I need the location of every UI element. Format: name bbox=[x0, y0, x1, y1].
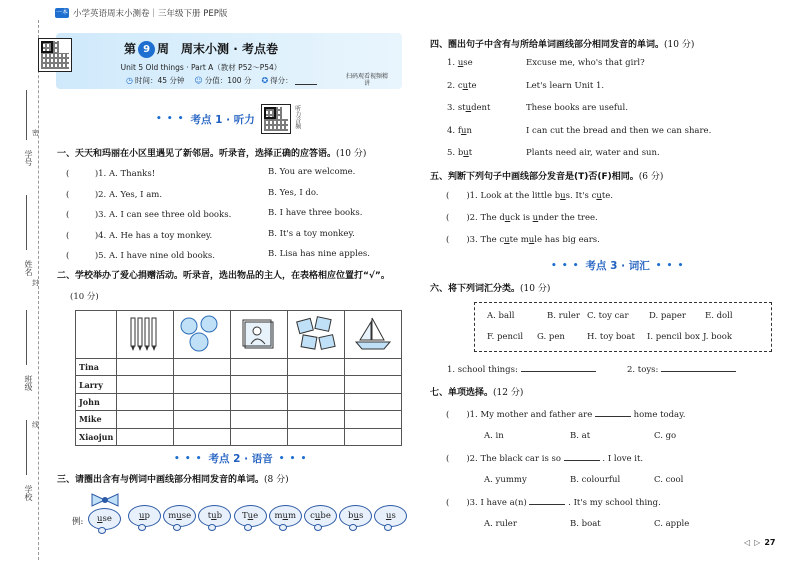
word-underlined-part: u bbox=[465, 103, 472, 113]
section-heading-listening bbox=[150, 104, 302, 134]
person-icon: ☺ bbox=[194, 76, 203, 85]
mc-option[interactable]: C. cool bbox=[654, 475, 684, 485]
q7-title-text: 七、单项选择。 bbox=[430, 388, 494, 398]
check-cell[interactable] bbox=[117, 359, 174, 376]
option-a: A. Yes, I am. bbox=[108, 189, 163, 200]
check-cell[interactable] bbox=[174, 411, 231, 428]
listening-qr-code[interactable] bbox=[261, 104, 291, 134]
stem-text: My mother and father are bbox=[480, 410, 595, 420]
section-label: 考点 3 · 词汇 bbox=[585, 260, 650, 272]
section-label: 考点 2 · 语音 bbox=[208, 453, 273, 465]
student-name-label: 姓名 bbox=[24, 260, 33, 276]
example-word: use bbox=[88, 508, 121, 530]
balls-icon bbox=[174, 311, 231, 359]
word-option: E. doll bbox=[705, 311, 733, 321]
given-word bbox=[447, 126, 472, 136]
word-option: I. pencil box bbox=[647, 332, 700, 342]
section-label: 考点 1 · 听力 bbox=[190, 113, 255, 126]
mc-option[interactable]: B. colourful bbox=[570, 475, 621, 485]
check-cell[interactable] bbox=[288, 376, 345, 393]
item-number: 5. bbox=[98, 251, 109, 261]
item-number: 1. bbox=[447, 58, 458, 68]
mc-question bbox=[446, 408, 686, 420]
toys-answer bbox=[627, 364, 736, 375]
time-text: 时间：45 分钟 bbox=[134, 76, 185, 85]
word-part: b bbox=[348, 511, 354, 521]
check-cell[interactable] bbox=[288, 411, 345, 428]
word-underlined-part: u bbox=[460, 125, 467, 136]
q2-points: (10 分) bbox=[70, 292, 99, 302]
pencils-icon bbox=[117, 311, 174, 359]
item-number: 2. bbox=[98, 189, 109, 200]
check-cell[interactable] bbox=[117, 393, 174, 410]
stem-text: I have a(n) bbox=[480, 498, 530, 508]
item-number: 1. bbox=[98, 169, 109, 179]
sentence-part: te m bbox=[509, 235, 529, 245]
dots-decoration: • • • bbox=[278, 453, 308, 464]
underlined-part: u bbox=[532, 213, 539, 223]
item-number: 3. bbox=[98, 210, 109, 220]
video-qr-code[interactable] bbox=[38, 38, 72, 72]
sentence[interactable]: Let's learn Unit 1. bbox=[526, 80, 605, 91]
example-label: 例: bbox=[72, 517, 84, 527]
qr-caption: 扫码观看视频精讲 bbox=[345, 73, 388, 87]
listening-item bbox=[66, 208, 231, 220]
q1-points: (10 分) bbox=[336, 149, 367, 159]
item-number: 2. bbox=[447, 80, 458, 91]
question-2-title: 二、学校举办了爱心捐赠活动。听录音，选出物品的主人，在表格相应位置打“√”。 bbox=[57, 271, 390, 281]
owner-name: Larry bbox=[76, 376, 117, 393]
item-number: 3. bbox=[469, 235, 481, 245]
item-number: 1. bbox=[469, 191, 481, 201]
q5-title-text: 五、判断下列句子中画线部分发音是(T)否(F)相同。 bbox=[430, 172, 639, 182]
check-cell[interactable] bbox=[174, 376, 231, 393]
answer-paren[interactable]: ( ) bbox=[66, 210, 99, 220]
word-part: m bbox=[274, 511, 283, 521]
word-underlined-part: u bbox=[463, 148, 469, 158]
check-cell[interactable] bbox=[345, 393, 402, 410]
check-cell[interactable] bbox=[345, 359, 402, 376]
option-b: B. You are welcome. bbox=[268, 167, 356, 177]
phonics-word[interactable] bbox=[374, 505, 407, 527]
table-row bbox=[76, 393, 402, 410]
q3-title-text: 三、请圈出含有与例词中画线部分相同发音的单词。 bbox=[57, 475, 265, 485]
table-row bbox=[76, 359, 402, 376]
stem-text: home today. bbox=[630, 410, 686, 420]
word-part: f bbox=[457, 125, 461, 136]
judge-item bbox=[446, 211, 598, 223]
word-part: m bbox=[168, 511, 177, 521]
series-title: 小学英语周末小测卷｜三年级下册 PEP版 bbox=[73, 9, 228, 19]
phonics-word[interactable] bbox=[234, 505, 267, 527]
dots-decoration: • • • bbox=[551, 260, 580, 271]
bow-icon bbox=[88, 492, 122, 508]
check-cell[interactable] bbox=[117, 376, 174, 393]
word-part: s bbox=[358, 511, 364, 521]
owner-name: Tina bbox=[76, 359, 117, 376]
star-icon: ✪ bbox=[261, 76, 269, 85]
underlined-part: u bbox=[560, 191, 566, 201]
sentence-part: The d bbox=[480, 213, 505, 223]
check-cell[interactable] bbox=[231, 411, 288, 428]
number-blank[interactable] bbox=[26, 90, 27, 140]
word-option: J. book bbox=[703, 332, 732, 342]
word-part: T bbox=[242, 511, 248, 521]
underlined-part: u bbox=[596, 191, 602, 201]
item-number: 4. bbox=[447, 125, 458, 136]
time-info bbox=[126, 75, 184, 86]
listening-item bbox=[66, 229, 212, 241]
item-number: 1. bbox=[469, 410, 481, 420]
q6-points: (10 分) bbox=[520, 284, 551, 294]
sentence-part: Look at the little b bbox=[480, 191, 561, 201]
next-page-icon[interactable]: ▷ bbox=[754, 538, 761, 547]
top-header bbox=[55, 6, 227, 20]
word-underlined-part: u bbox=[282, 511, 289, 521]
word-part: dent bbox=[471, 103, 491, 113]
week-number: 9 bbox=[138, 41, 155, 58]
page-number bbox=[744, 538, 775, 547]
underlined-part: u bbox=[504, 235, 510, 245]
check-cell[interactable] bbox=[117, 411, 174, 428]
mc-option[interactable]: C. go bbox=[654, 431, 677, 441]
answer2-label: 2. toys: bbox=[627, 365, 659, 375]
school-blank[interactable] bbox=[26, 420, 27, 475]
page-number-text: 27 bbox=[764, 538, 776, 547]
seal-mark: 封 bbox=[32, 279, 39, 287]
answer-paren[interactable]: ( ) bbox=[66, 189, 99, 200]
word-part: b bbox=[457, 148, 464, 158]
listening-item bbox=[66, 249, 215, 261]
listening-qr-caption: 听力音频 bbox=[293, 105, 301, 129]
sentence-part: s. It's c bbox=[565, 191, 597, 201]
score-blank[interactable] bbox=[295, 77, 317, 85]
phonics-word[interactable] bbox=[339, 505, 372, 527]
given-word bbox=[447, 148, 472, 158]
owner-name: Mike bbox=[76, 411, 117, 428]
question-5-title bbox=[430, 169, 663, 182]
item-number: 3. bbox=[469, 498, 481, 508]
class-blank[interactable] bbox=[26, 310, 27, 365]
check-cell[interactable] bbox=[231, 376, 288, 393]
student-number-label: 学号 bbox=[24, 150, 33, 166]
seal-mark: 密 bbox=[32, 129, 39, 137]
word-part: m bbox=[288, 511, 297, 521]
word-part: t bbox=[468, 148, 473, 158]
answer-blank[interactable] bbox=[529, 497, 565, 505]
cut-line bbox=[38, 20, 39, 560]
word-part: se bbox=[181, 511, 192, 521]
answer-paren[interactable]: ( ) bbox=[446, 213, 470, 223]
q4-title-text: 四、圈出句子中含有与所给单词画线部分相同发音的单词。 bbox=[430, 40, 665, 50]
question-4-title bbox=[430, 37, 694, 50]
table-header-row bbox=[76, 311, 402, 359]
stem-text: . It's my school thing. bbox=[565, 498, 661, 508]
score-label: 得分： bbox=[270, 76, 293, 85]
dots-decoration: • • • bbox=[174, 453, 203, 464]
word-option: H. toy boat bbox=[587, 332, 635, 342]
score-info bbox=[261, 75, 316, 86]
storybook-icon bbox=[231, 311, 288, 359]
dots-decoration: • • • bbox=[655, 260, 685, 271]
owner-name: Xiaojun bbox=[76, 428, 117, 445]
q4-points: (10 分) bbox=[664, 40, 695, 50]
word-underlined-part: u bbox=[247, 511, 254, 521]
word-part: te bbox=[468, 80, 477, 91]
word-option: A. ball bbox=[487, 311, 515, 321]
score-total-text: 分值：100 分 bbox=[204, 76, 252, 85]
mc-question bbox=[446, 496, 661, 508]
word-option: D. paper bbox=[649, 311, 686, 321]
title-banner bbox=[56, 33, 402, 89]
word-option: C. toy car bbox=[587, 311, 629, 321]
brand-badge: 一本 bbox=[55, 9, 68, 16]
given-word bbox=[447, 103, 490, 113]
banner-meta bbox=[126, 75, 317, 86]
listening-item bbox=[66, 188, 162, 200]
banner-title bbox=[56, 40, 346, 58]
question-6-title bbox=[430, 281, 550, 294]
word-part: se bbox=[463, 58, 473, 68]
corner-cell bbox=[76, 311, 117, 359]
item-number: 4. bbox=[98, 230, 109, 241]
option-b: B. Lisa has nine apples. bbox=[268, 249, 370, 259]
mc-option[interactable]: A. ruler bbox=[484, 519, 517, 529]
judge-item bbox=[446, 233, 600, 245]
word-part: c bbox=[457, 80, 463, 91]
given-word bbox=[447, 58, 473, 68]
phonics-word[interactable] bbox=[304, 505, 337, 527]
check-cell[interactable] bbox=[174, 393, 231, 410]
word-underlined-part: u bbox=[353, 511, 359, 521]
binding-margin bbox=[0, 20, 48, 560]
word-option: B. ruler bbox=[547, 311, 580, 321]
answer-paren[interactable]: ( ) bbox=[66, 230, 99, 241]
mc-option[interactable]: B. boat bbox=[570, 519, 601, 529]
school-things-answer bbox=[447, 364, 596, 375]
answer-paren[interactable]: ( ) bbox=[446, 235, 470, 245]
word-option: F. pencil bbox=[487, 332, 524, 342]
sentence-part: The c bbox=[480, 235, 505, 245]
underlined-part: u bbox=[504, 213, 511, 223]
school-things-blank[interactable] bbox=[521, 364, 596, 372]
answer-paren[interactable]: ( ) bbox=[446, 191, 470, 201]
prev-page-icon[interactable]: ◁ bbox=[744, 538, 751, 547]
answer-paren[interactable]: ( ) bbox=[66, 251, 99, 261]
word-option: G. pen bbox=[537, 332, 565, 342]
phonics-word[interactable] bbox=[128, 505, 161, 527]
word-underlined-part: u bbox=[462, 80, 469, 91]
given-word bbox=[447, 81, 477, 91]
section-heading-vocabulary bbox=[545, 258, 690, 273]
owner-name: John bbox=[76, 393, 117, 410]
check-cell[interactable] bbox=[231, 393, 288, 410]
check-cell[interactable] bbox=[345, 428, 402, 445]
word-part: b bbox=[216, 511, 223, 521]
name-blank[interactable] bbox=[26, 195, 27, 250]
toys-blank[interactable] bbox=[661, 364, 736, 372]
question-3-title bbox=[57, 472, 289, 485]
mc-option[interactable]: A. in bbox=[484, 431, 504, 441]
answer-blank[interactable] bbox=[564, 453, 600, 461]
item-number: 2. bbox=[469, 454, 481, 464]
sentence[interactable]: Plants need air, water and sun. bbox=[526, 148, 660, 158]
answer-paren[interactable]: ( ) bbox=[446, 498, 470, 508]
ownership-table bbox=[75, 310, 402, 446]
answer-paren[interactable]: ( ) bbox=[446, 454, 470, 464]
answer-paren[interactable]: ( ) bbox=[66, 169, 99, 179]
check-cell[interactable] bbox=[288, 359, 345, 376]
sentence-part: te. bbox=[601, 191, 613, 201]
word-part: n bbox=[466, 125, 472, 136]
stem-text: . I love it. bbox=[599, 454, 644, 464]
word-bank-box bbox=[474, 302, 772, 352]
option-a: A. Thanks! bbox=[108, 169, 156, 179]
q5-points: (6 分) bbox=[638, 172, 664, 182]
table-row bbox=[76, 428, 402, 445]
judge-item bbox=[446, 189, 613, 201]
word-part: t bbox=[207, 511, 212, 521]
underlined-part: u bbox=[528, 235, 535, 245]
item-number: 2. bbox=[469, 213, 481, 223]
sentence[interactable]: Excuse me, who's that girl? bbox=[526, 58, 645, 68]
phonics-word[interactable] bbox=[198, 505, 231, 527]
title-prefix: 第 bbox=[124, 42, 137, 56]
word-part: c bbox=[310, 511, 315, 521]
sentence[interactable]: I can cut the bread and then we can share. bbox=[526, 125, 712, 136]
dots-decoration: • • • bbox=[156, 114, 185, 124]
class-label: 班级 bbox=[24, 375, 33, 391]
q7-points: (12 分) bbox=[493, 388, 524, 398]
mc-option[interactable]: B. at bbox=[570, 431, 591, 441]
clock-icon: ◷ bbox=[126, 76, 133, 85]
phonics-word[interactable] bbox=[269, 505, 302, 527]
check-cell[interactable] bbox=[288, 393, 345, 410]
cards-icon bbox=[288, 311, 345, 359]
title-suffix: 周 周末小测 · 考点卷 bbox=[157, 42, 278, 56]
banner-subtitle: Unit 5 Old things · Part A（教材 P52～P54） bbox=[120, 63, 282, 72]
check-cell[interactable] bbox=[345, 376, 402, 393]
table-row bbox=[76, 411, 402, 428]
answer-paren[interactable]: ( ) bbox=[446, 410, 470, 420]
word-underlined-part: u bbox=[457, 58, 464, 68]
word-underlined-part: u bbox=[176, 511, 182, 521]
option-b: B. Yes, I do. bbox=[268, 187, 319, 198]
section-heading-phonics bbox=[168, 451, 313, 466]
word-underlined-part: u bbox=[385, 511, 392, 521]
school-label: 学校 bbox=[24, 485, 33, 501]
check-cell[interactable] bbox=[345, 411, 402, 428]
option-b: B. I have three books. bbox=[268, 208, 363, 218]
answer1-label: 1. school things: bbox=[447, 365, 518, 375]
sentence-part: ck is bbox=[510, 213, 533, 223]
word-part: s bbox=[391, 511, 396, 521]
check-cell[interactable] bbox=[288, 428, 345, 445]
word-part: p bbox=[144, 511, 150, 521]
item-number: 5. bbox=[447, 148, 458, 158]
phonics-word[interactable] bbox=[163, 505, 196, 527]
word-part: be bbox=[320, 511, 331, 521]
word-part: st bbox=[457, 103, 466, 113]
word-underlined-part: u bbox=[211, 511, 217, 521]
check-cell[interactable] bbox=[174, 428, 231, 445]
mc-option[interactable]: A. yummy bbox=[484, 475, 527, 485]
item-number: 3. bbox=[447, 103, 458, 113]
check-cell[interactable] bbox=[174, 359, 231, 376]
sentence-part: nder the tree. bbox=[538, 213, 598, 223]
option-a: A. I have nine old books. bbox=[108, 251, 215, 261]
mc-question bbox=[446, 452, 643, 464]
listening-item bbox=[66, 167, 155, 179]
q6-title-text: 六、将下列词汇分类。 bbox=[430, 284, 521, 294]
check-cell[interactable] bbox=[231, 428, 288, 445]
question-7-title bbox=[430, 385, 523, 398]
check-cell[interactable] bbox=[231, 359, 288, 376]
mc-option[interactable]: C. apple bbox=[654, 519, 690, 529]
toy-boat-icon bbox=[345, 311, 402, 359]
word-underlined-part: u bbox=[314, 511, 321, 521]
word-part: e bbox=[253, 511, 259, 521]
check-cell[interactable] bbox=[117, 428, 174, 445]
q1-title-text: 一、天天和玛丽在小区里遇见了新邻居。听录音，选择正确的应答语。 bbox=[57, 149, 337, 159]
option-b: B. It's a toy monkey. bbox=[268, 228, 355, 239]
sentence-part: le has big ears. bbox=[534, 235, 600, 245]
stem-text: The black car is so bbox=[480, 454, 564, 464]
score-total-info bbox=[194, 75, 251, 86]
question-1-title bbox=[57, 146, 366, 159]
word-underlined-part: u bbox=[139, 511, 145, 521]
option-a: A. I can see three old books. bbox=[108, 210, 232, 220]
answer-blank[interactable] bbox=[595, 409, 631, 417]
seal-mark: 线 bbox=[32, 421, 39, 429]
table-row bbox=[76, 376, 402, 393]
q3-points: (8 分) bbox=[264, 475, 289, 485]
option-a: A. He has a toy monkey. bbox=[108, 230, 213, 241]
sentence[interactable]: These books are useful. bbox=[526, 103, 628, 113]
